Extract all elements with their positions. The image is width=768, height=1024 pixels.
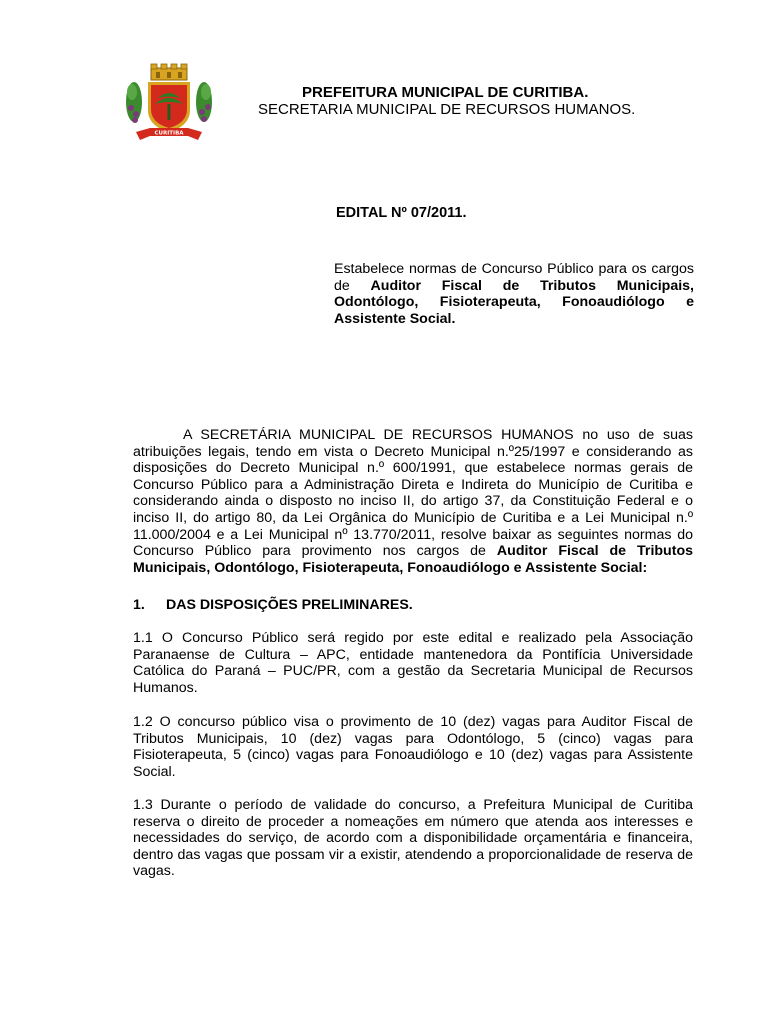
right-foliage-icon <box>196 82 212 122</box>
paragraph-1-1 <box>133 630 693 696</box>
paragraph-line: Municipais, Odontólogo, Fisioterapeuta, Fonoaudiólogo e Assistente Social: <box>133 559 648 576</box>
document-header <box>258 84 658 118</box>
coat-of-arms-icon <box>122 62 216 146</box>
intro-prefix: Concurso Público para provimento nos cargos de <box>133 543 486 560</box>
ementa-line: Assistente Social. <box>334 310 456 327</box>
ementa-line: Estabelece normas de Concurso Público para os cargos <box>334 261 694 277</box>
header-line-prefeitura: PREFEITURA MUNICIPAL DE CURITIBA. <box>302 84 589 101</box>
ementa-line <box>334 278 694 295</box>
intro-bold-text: Auditor Fiscal de Tributos <box>496 543 693 560</box>
paragraph-line: Católica do Paraná – PUC/PR, com a gestão da Secretaria Municipal de Recursos <box>133 663 693 680</box>
paragraph-line: inciso II, do artigo 80, da Lei Orgânica do Município de Curitiba e a Lei Municipal n.º <box>133 509 693 526</box>
paragraph-line: Concurso Público para a Administração Direta e Indireta do Município de Curitiba e <box>133 476 693 493</box>
left-foliage-icon <box>126 82 142 123</box>
paragraph-line: Social. <box>133 763 176 780</box>
paragraph-line: reserva o direito de proceder a nomeações em número que atenda aos interesses e <box>133 813 693 830</box>
edital-title: EDITAL Nº 07/2011. <box>336 205 467 221</box>
paragraph-line: 1.2 O concurso público visa o provimento de 10 (dez) vagas para Auditor Fiscal de <box>133 714 693 730</box>
paragraph-line: Paranaense de Cultura – APC, entidade mantenedora da Pontifícia Universidade <box>133 646 693 663</box>
section-title: DAS DISPOSIÇÕES PRELIMINARES. <box>166 597 413 613</box>
paragraph-1-2 <box>133 714 693 780</box>
ementa-prefix: de <box>334 277 350 294</box>
paragraph-line: disposições do Decreto Municipal n.º 600/1991, que estabelece normas gerais de <box>133 460 693 477</box>
coat-of-arms <box>122 62 216 146</box>
paragraph-line: 1.3 Durante o período de validade do concurso, a Prefeitura Municipal de Curitiba <box>133 797 693 813</box>
section-number: 1. <box>133 597 145 613</box>
paragraph-line: 11.000/2004 e a Lei Municipal nº 13.770/2011, resolve baixar as seguintes normas do <box>133 526 693 543</box>
shield-icon <box>148 82 190 132</box>
motto-ribbon <box>136 128 202 140</box>
intro-first-line-text: A SECRETÁRIA MUNICIPAL DE RECURSOS HUMANOS no uso de suas <box>183 427 693 443</box>
paragraph-line: vagas. <box>133 863 175 880</box>
section-heading <box>133 597 413 614</box>
paragraph-line: considerando ainda o disposto no inciso II, do artigo 37, da Constituição Federal e o <box>133 493 693 510</box>
paragraph-line: 1.1 O Concurso Público será regido por este edital e realizado pela Associação <box>133 630 693 646</box>
paragraph-line: Fisioterapeuta, 5 (cinco) vagas para Fonoaudiólogo e 10 (dez) vagas para Assistente <box>133 747 693 764</box>
paragraph-line: atribuições legais, tendo em vista o Decreto Municipal n.º25/1997 e considerando as <box>133 443 693 460</box>
paragraph-1-3 <box>133 797 693 880</box>
mural-crown-icon <box>151 64 187 80</box>
paragraph-line <box>133 543 693 560</box>
paragraph-line <box>133 427 693 444</box>
ementa-bold-text: Auditor Fiscal de Tributos Municipais, <box>370 277 694 294</box>
paragraph-line: Humanos. <box>133 679 198 696</box>
intro-paragraph <box>133 427 693 576</box>
motto-text: CURITIBA <box>154 130 184 137</box>
paragraph-line: necessidades do serviço, de acordo com a disponibilidade orçamentária e financeira, <box>133 830 693 847</box>
ementa-paragraph <box>334 261 694 327</box>
paragraph-line: Tributos Municipais, 10 (dez) vagas para Odontólogo, 5 (cinco) vagas para <box>133 730 693 747</box>
paragraph-line: dentro das vagas que possam vir a existir, atendendo a proporcionalidade de reserva de <box>133 846 693 863</box>
header-line-secretaria: SECRETARIA MUNICIPAL DE RECURSOS HUMANOS. <box>258 101 636 118</box>
ementa-line: Odontólogo, Fisioterapeuta, Fonoaudiólogo e <box>334 294 694 311</box>
